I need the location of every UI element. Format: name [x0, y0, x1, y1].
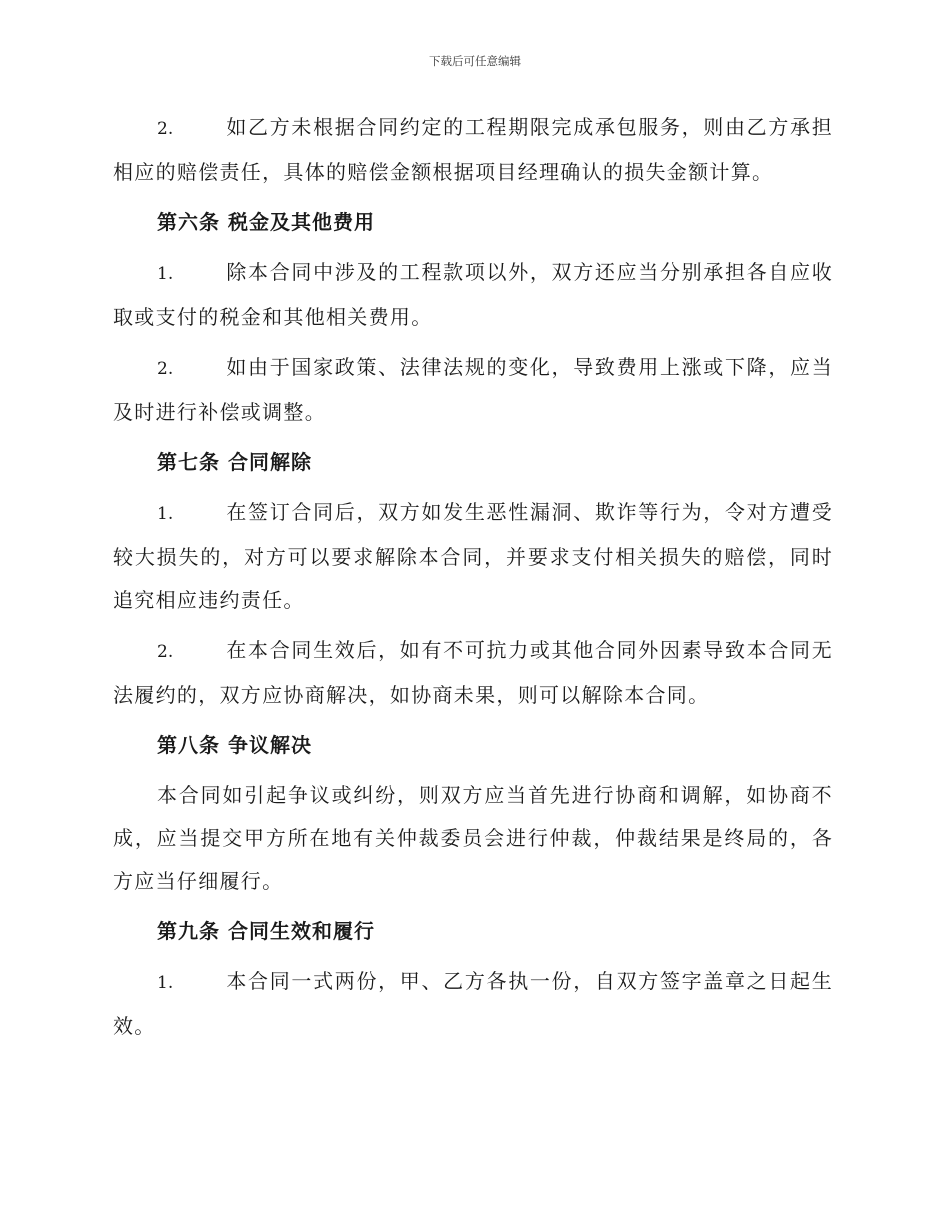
section-heading-8: 第八条 争议解决 — [157, 733, 312, 757]
item-number: 1. — [157, 973, 174, 993]
page-header: 下载后可任意编辑 — [429, 54, 521, 68]
item-text: 如乙方未根据合同约定的工程期限完成承包服务，则由乙方承担相应的赔偿责任，具体的赔偿金额根据项目经理确认的损失金额计算。 — [113, 115, 833, 184]
clause-7-item-1 — [113, 491, 833, 622]
section-heading-6: 第六条 税金及其他费用 — [157, 210, 375, 234]
clause-8-paragraph: 本合同如引起争议或纠纷，则双方应当首先进行协商和调解，如协商不成，应当提交甲方所在地有关仲裁委员会进行仲裁，仲裁结果是终局的，各方应当仔细履行。 — [113, 783, 833, 893]
document-body — [113, 106, 833, 1055]
clause-7-item-2 — [113, 629, 833, 717]
clause-9-item-1 — [113, 960, 833, 1048]
item-number: 2. — [157, 119, 174, 139]
section-heading-9: 第九条 合同生效和履行 — [157, 919, 375, 943]
section-heading-7: 第七条 合同解除 — [157, 450, 312, 474]
item-number: 1. — [157, 504, 174, 524]
item-text: 除本合同中涉及的工程款项以外，双方还应当分别承担各自应收取或支付的税金和其他相关费用。 — [113, 260, 833, 329]
item-number: 2. — [157, 642, 174, 662]
item-text: 如由于国家政策、法律法规的变化，导致费用上涨或下降，应当及时进行补偿或调整。 — [113, 355, 833, 424]
clause-6-item-1 — [113, 251, 833, 339]
item-number: 2. — [157, 359, 174, 379]
item-text: 本合同一式两份，甲、乙方各执一份，自双方签字盖章之日起生效。 — [113, 969, 833, 1038]
item-text: 在签订合同后，双方如发生恶性漏洞、欺诈等行为，令对方遭受较大损失的，对方可以要求解除本合同，并要求支付相关损失的赔偿，同时追究相应违约责任。 — [113, 500, 833, 612]
clause-6-item-2 — [113, 346, 833, 434]
item-text: 在本合同生效后，如有不可抗力或其他合同外因素导致本合同无法履约的，双方应协商解决，如协商未果，则可以解除本合同。 — [113, 638, 833, 707]
item-number: 1. — [157, 264, 174, 284]
clause-5-item-2 — [113, 106, 833, 194]
